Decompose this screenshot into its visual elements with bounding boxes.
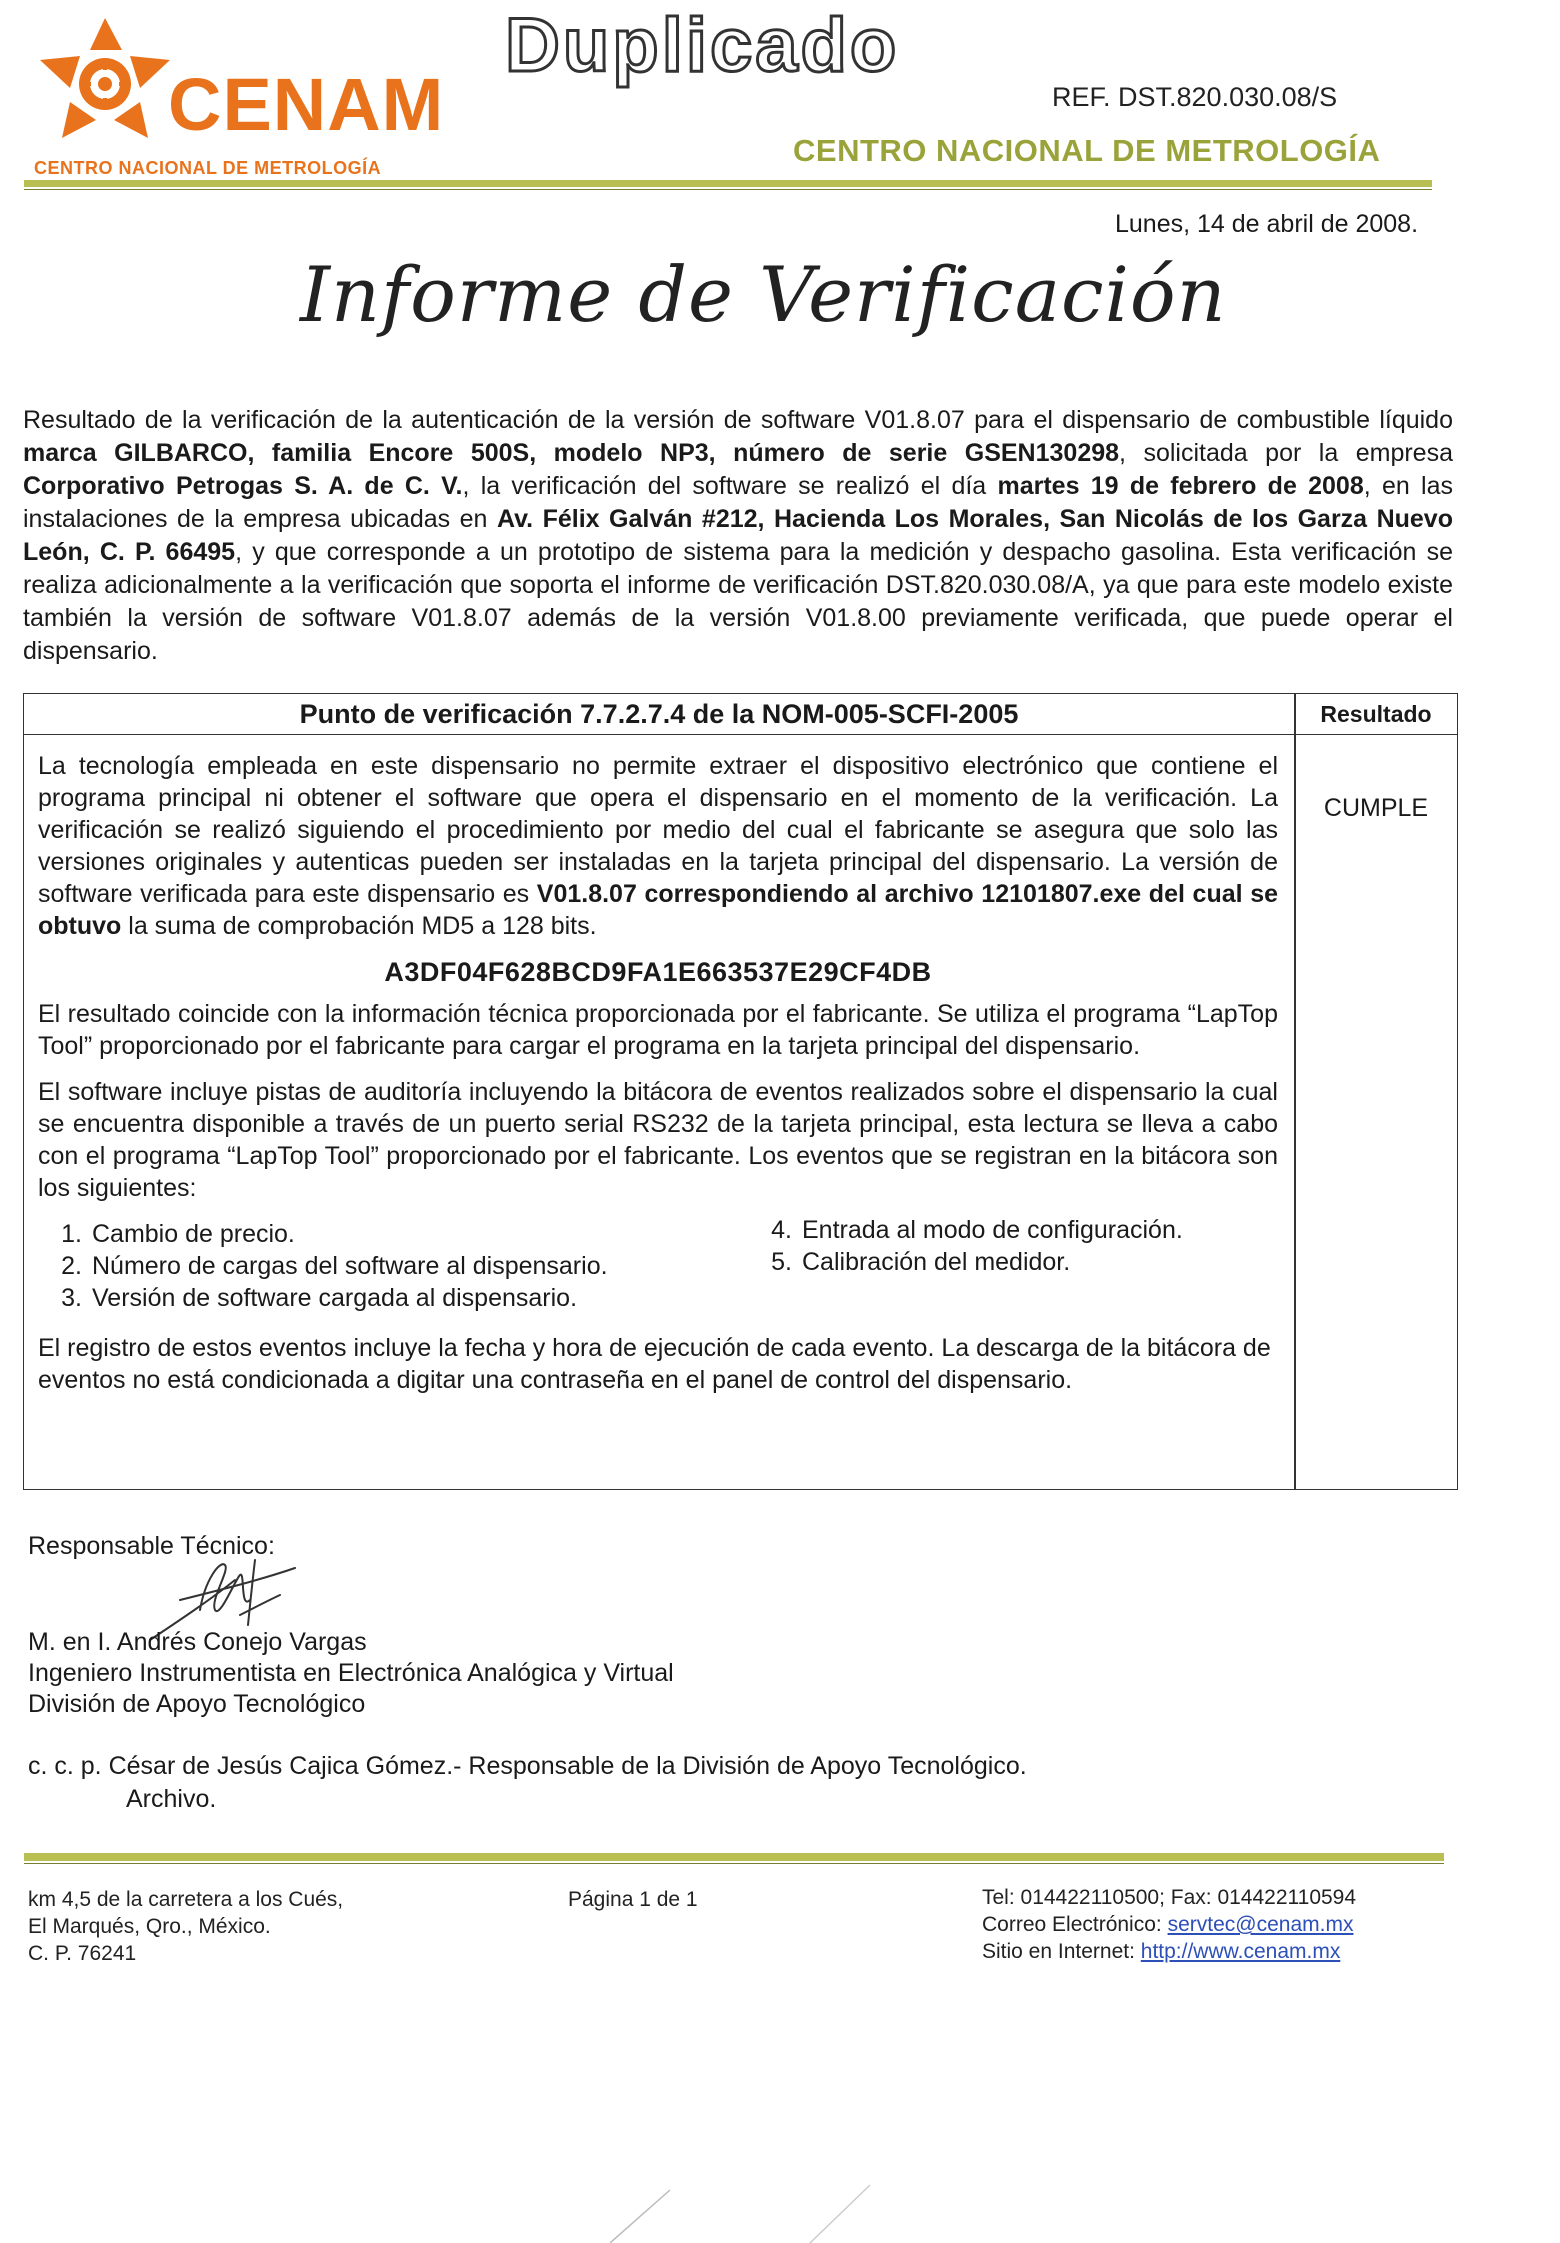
email-line — [982, 1911, 1356, 1938]
list-item: 2. Número de cargas del software al dispensario. — [61, 1252, 608, 1280]
events-list-right — [748, 1214, 1183, 1278]
header-rule — [24, 180, 1432, 187]
table-header-result: Resultado — [1320, 701, 1432, 727]
events-list — [38, 1218, 1278, 1320]
verification-table — [23, 693, 1458, 1490]
page-number: Página 1 de 1 — [568, 1888, 698, 1911]
footer-rule-thin — [24, 1863, 1444, 1864]
carbon-copy — [28, 1750, 1027, 1816]
details-paragraph-2: El resultado coincide con la información técnica proporcionada por el fabricante. Se utiliza el programa “LapTop Tool” proporcionado por el fabricante para cargar el programa en la tarjeta principal del dispensario. — [38, 1000, 1278, 1060]
result-value: CUMPLE — [1323, 794, 1429, 822]
cenam-logo — [30, 10, 450, 180]
intro-paragraph: Resultado de la verificación de la autenticación de la versión de software V01.8.07 para el dispensario de combustible líquido marca GILBARCO, familia Encore 500S, modelo NP3, número de serie GSEN130298, solicitada por la empresa Corporativo Petrogas S. A. de C. V., la verificación del software se realizó el día martes 19 de febrero de 2008, en las instalaciones de la empresa ubicadas en Av. Félix Galván #212, Hacienda Los Morales, San Nicolás de los Garza Nuevo León, C. P. 66495, y que corresponde a un prototipo de sistema para la medición y despacho gasolina. Esta verificación se realiza adicionalmente a la verificación que soporta el informe de verificación DST.820.030.08/A, ya que para este modelo existe también la versión de software V01.8.07 además de la versión V01.8.00 previamente verificada, que puede operar el dispensario. — [23, 406, 1454, 665]
signatory-position: Ingeniero Instrumentista en Electrónica Analógica y Virtual — [28, 1659, 674, 1687]
list-item: 4. Entrada al modo de configuración. — [771, 1216, 1183, 1244]
address-line-1: km 4,5 de la carretera a los Cués, — [28, 1888, 344, 1911]
address-line-3: C. P. 76241 — [28, 1942, 137, 1965]
logo-subtitle: CENTRO NACIONAL DE METROLOGÍA — [34, 158, 382, 178]
events-list-left — [38, 1218, 608, 1314]
logo-wordmark: CENAM — [168, 63, 445, 146]
details-paragraph-1: La tecnología empleada en este dispensario no permite extraer el dispositivo electrónico que contiene el programa principal ni obtener el software que opera el dispensario en el momento de la verificación. La verificación se realizó siguiendo el procedimiento por medio del cual el fabricante se asegura que solo las versiones originales y autenticas pueden ser instaladas en la tarjeta principal del dispensario. La versión de software verificada para este dispensario es V01.8.07 correspondiendo al archivo 12101807.exe del cual se obtuvo la suma de comprobación MD5 a 128 bits. — [38, 752, 1279, 940]
paper-fold-mark — [610, 2170, 870, 2243]
phone-fax: Tel: 014422110500; Fax: 014422110594 — [982, 1886, 1357, 1909]
list-item: 1. Cambio de precio. — [61, 1220, 295, 1248]
website-link[interactable]: http://www.cenam.mx — [1140, 1940, 1341, 1963]
footer-contact — [982, 1884, 1356, 1965]
ccp-line-2: Archivo. — [126, 1785, 217, 1813]
header-rule-thin — [24, 189, 1432, 190]
address-line-2: El Marqués, Qro., México. — [28, 1915, 271, 1938]
reference-number: REF. DST.820.030.08/S — [1052, 82, 1338, 112]
center-name: CENTRO NACIONAL DE METROLOGÍA — [793, 133, 1381, 168]
document-title: Informe de Verificación — [300, 250, 1227, 339]
ccp-line-1: c. c. p. César de Jesús Cajica Gómez.- Responsable de la División de Apoyo Tecnológico. — [28, 1752, 1027, 1780]
footer-address — [28, 1886, 343, 1967]
duplicate-stamp: Duplicado — [505, 3, 900, 88]
signatory-division: División de Apoyo Tecnológico — [28, 1690, 366, 1718]
details-paragraph-3: El software incluye pistas de auditoría incluyendo la bitácora de eventos realizados sobre el dispensario la cual se encuentra disponible a través de un puerto serial RS232 de la tarjeta principal, esta lectura se lleva a cabo con el programa “LapTop Tool” proporcionado por el fabricante. Los eventos que se registran en la bitácora son los siguientes: — [38, 1078, 1278, 1202]
footer-rule — [24, 1853, 1444, 1861]
responsible-label: Responsable Técnico: — [28, 1532, 275, 1560]
signatory-block — [28, 1627, 674, 1720]
website-line — [982, 1938, 1356, 1965]
email-link[interactable]: servtec@cenam.mx — [1167, 1913, 1354, 1936]
verification-details — [38, 750, 1278, 1410]
email-label: Correo Electrónico: — [982, 1913, 1168, 1936]
document-date: Lunes, 14 de abril de 2008. — [1115, 210, 1419, 238]
list-item: 3. Versión de software cargada al dispensario. — [61, 1284, 578, 1312]
cenam-star-icon — [30, 10, 180, 150]
table-header-point: Punto de verificación 7.7.2.7.4 de la NOM-005-SCFI-2005 — [299, 699, 1019, 729]
list-item: 5. Calibración del medidor. — [771, 1248, 1071, 1276]
signatory-name: M. en I. Andrés Conejo Vargas — [28, 1628, 367, 1656]
details-paragraph-4: El registro de estos eventos incluye la fecha y hora de ejecución de cada evento. La descarga de la bitácora de eventos no está condicionada a digitar una contraseña en el panel de control del dispensario. — [38, 1334, 1271, 1394]
md5-checksum: A3DF04F628BCD9FA1E663537E29CF4DB — [384, 957, 932, 987]
website-label: Sitio en Internet: — [982, 1940, 1141, 1963]
